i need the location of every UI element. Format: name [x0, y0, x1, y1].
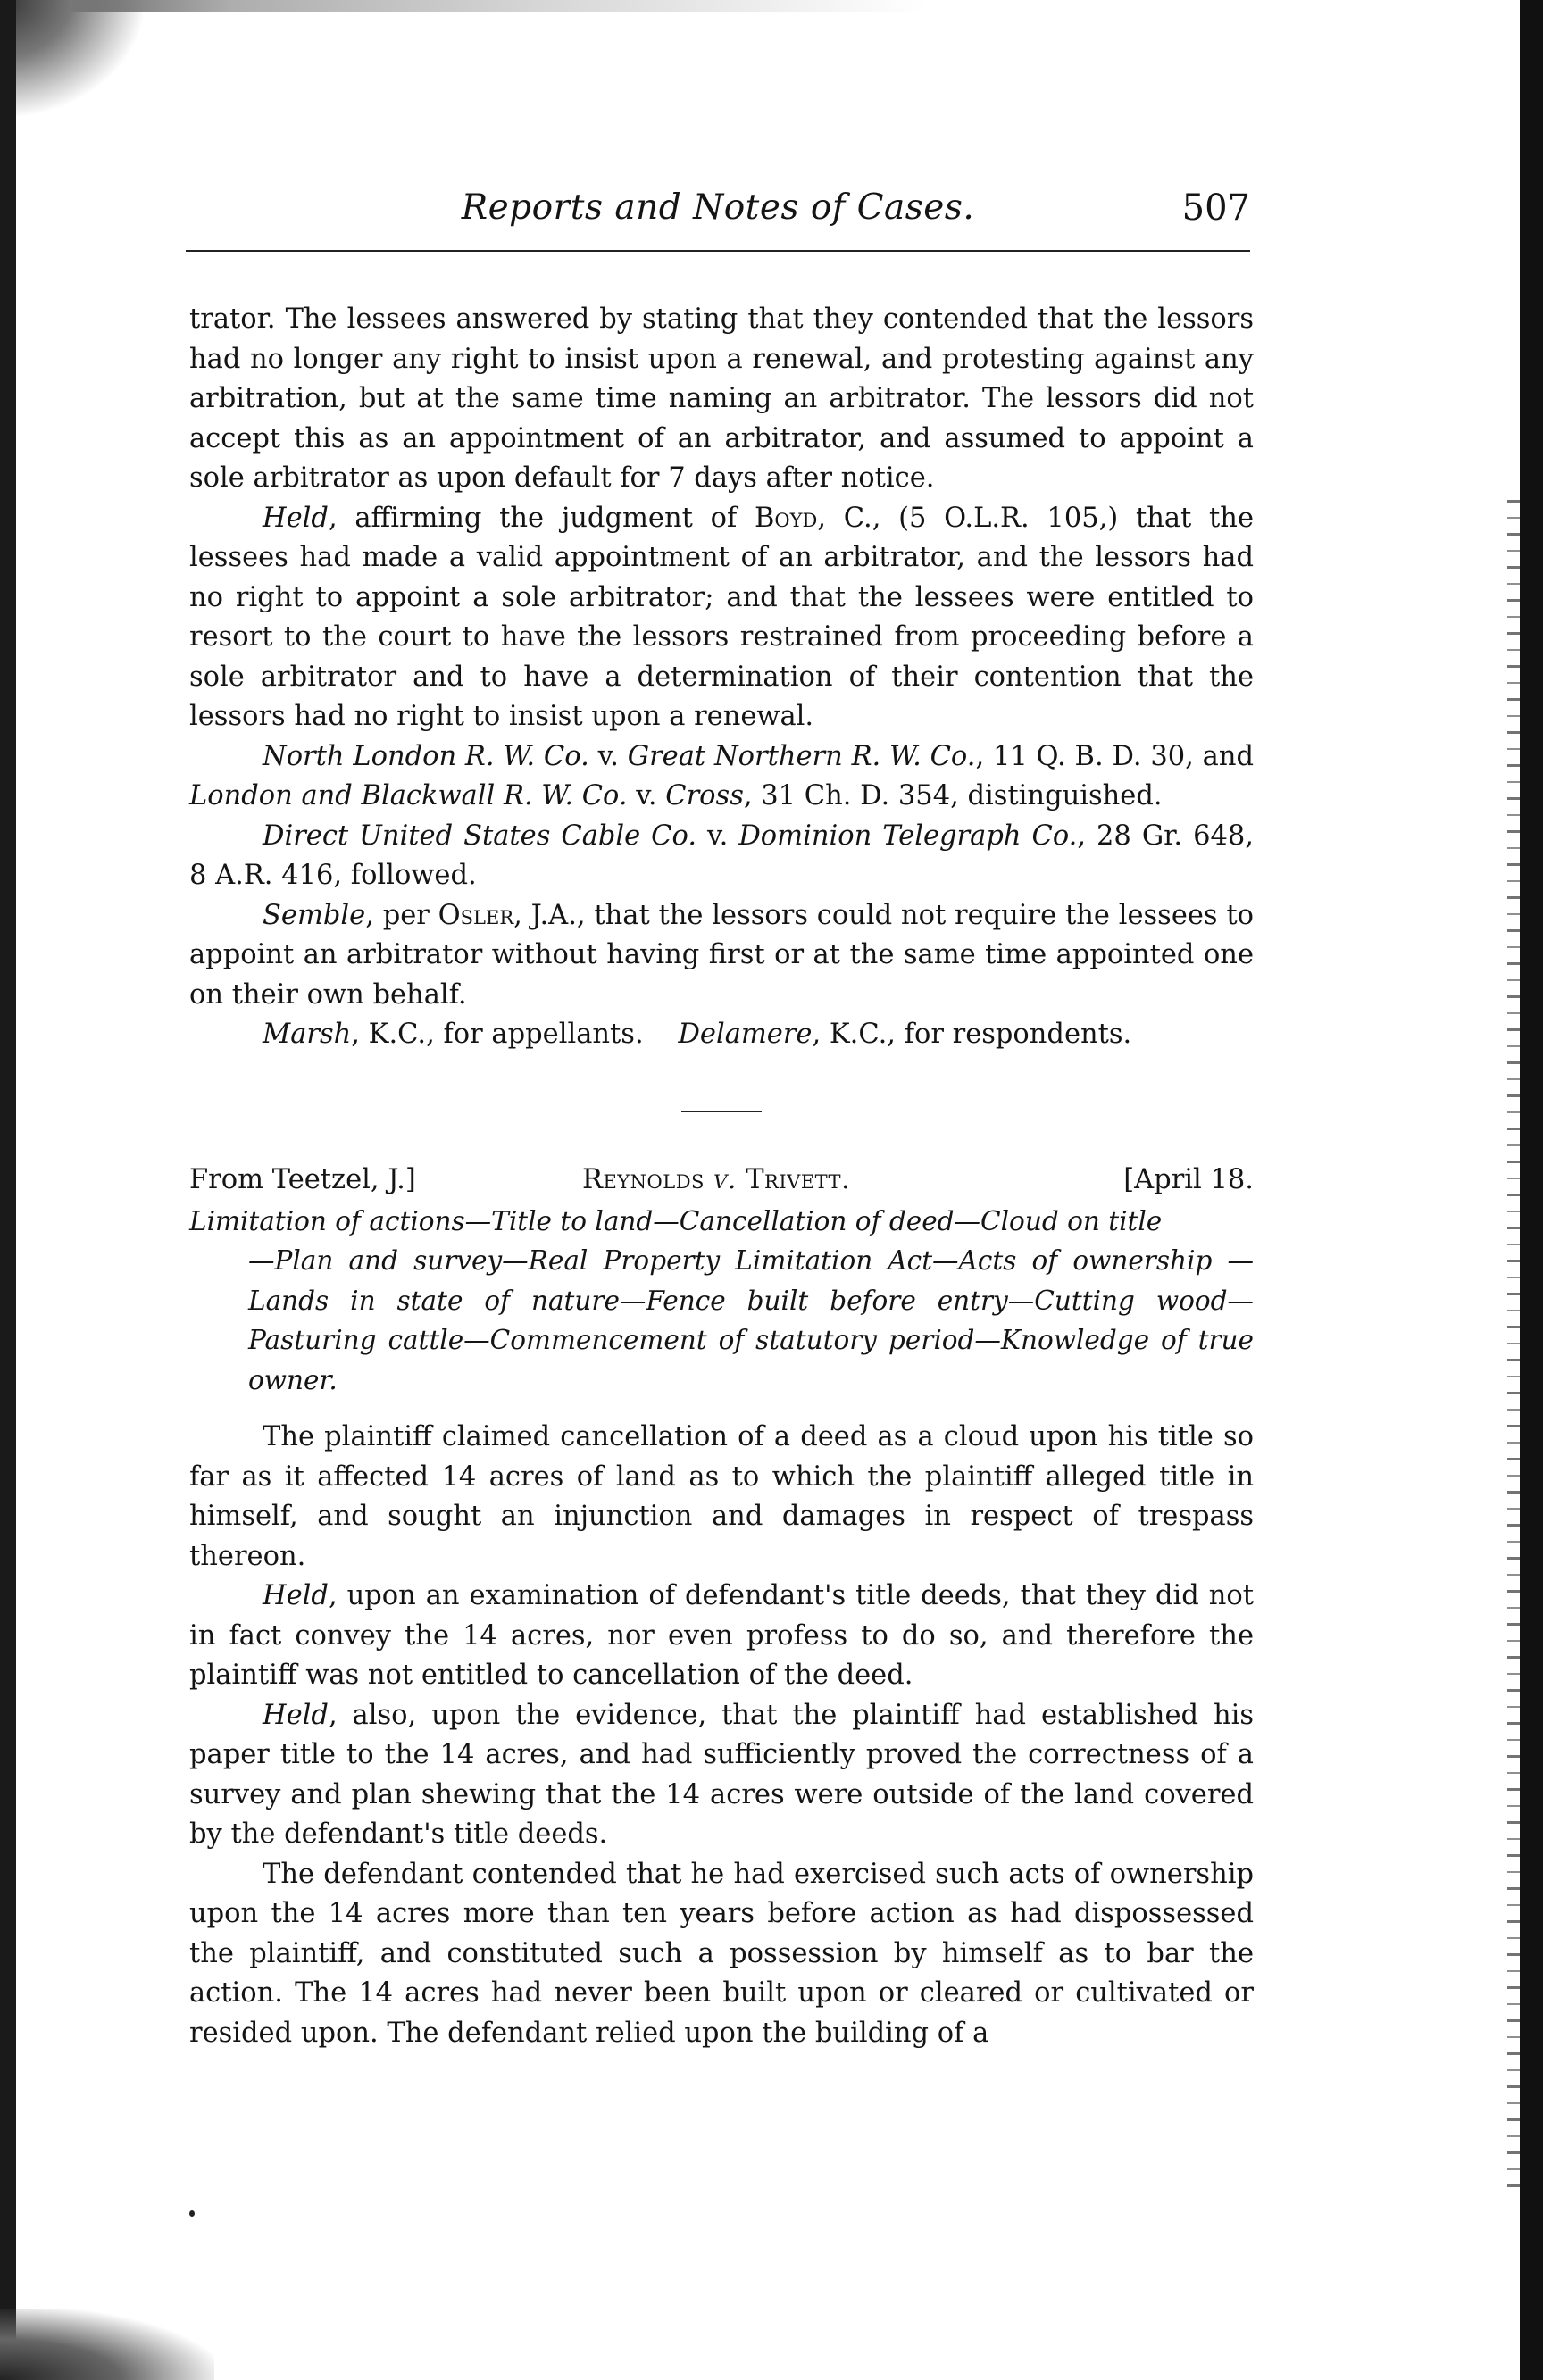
scan-edge-left: [0, 0, 16, 2380]
case-date: [April 18.: [1123, 1163, 1254, 1195]
scan-corner-shadow: [0, 0, 143, 116]
scan-edge-right: [1520, 0, 1543, 2380]
judge-name: Boyd: [754, 502, 818, 534]
running-title: Reports and Notes of Cases.: [461, 187, 975, 228]
case-citation: London and Blackwall R. W. Co.: [189, 780, 628, 811]
judge-name: Osler: [438, 899, 514, 931]
section-divider: [681, 1111, 762, 1112]
paragraph-counsel: Marsh, K.C., for appellants. Delamere, K.C., for respondents.: [263, 1019, 1132, 1050]
case-heading: [189, 1161, 1254, 1202]
case-from: From Teetzel, J.]: [189, 1163, 416, 1195]
paragraph-continuation: trator. The lessees answered by stating that they contended that the lessors had no longer any right to insist upon a renewal, and protesting against any arbitration, but at the same time naming an arbitrator. The lessors did not accept this as an appointment of an arbitrator, and assumed to appoint a sole arbitrator as upon default for 7 days after notice.: [189, 304, 1254, 494]
paragraph-held: Held, also, upon the evidence, that the plaintiff had established his paper title to the 14 acres, and had sufficiently proved the correctness of a survey and plan shewing that the 14 acres were outside of the land covered by the defendant's title deeds.: [189, 1699, 1254, 1850]
semble-label: Semble: [263, 899, 366, 931]
page-header: [186, 187, 1250, 250]
paragraph-facts: The plaintiff claimed cancellation of a deed as a cloud upon his title so far as it affected 14 acres of land as to which the plaintiff alleged title in himself, and sought an injunction and damages in respect of trespass thereon.: [189, 1421, 1254, 1572]
paragraph-held: Held, affirming the judgment of Boyd, C., (5 O.L.R. 105,) that the lessees had made a valid appointment of an arbitrator, and the lessors had no right to appoint a sole arbitrator; and that the lessees were entitled to resort to the court to have the lessors restrained from proceeding before a sole arbitrator and to have a determination of their contention that the lessors had no right to insist upon a renewal.: [189, 502, 1254, 732]
paragraph-distinguished: North London R. W. Co. v. Great Northern R. W. Co., 11 Q. B. D. 30, and London and Blackwall R. W. Co. v. Cross, 31 Ch. D. 354, distinguished.: [189, 740, 1254, 811]
case-citation: Dominion Telegraph Co.: [738, 820, 1078, 852]
counsel-name: Marsh: [263, 1019, 352, 1050]
scan-edge-noise: [1507, 500, 1520, 2196]
page-number: 507: [1181, 187, 1250, 229]
paragraph-defence: The defendant contended that he had exercised such acts of ownership upon the 14 acres more than ten years before action as had dispossessed the plaintiff, and constituted such a possession by himself as to bar the action. The 14 acres had never been built upon or cleared or cultivated or resided upon. The defendant relied upon the building of a: [189, 1858, 1254, 2049]
case-citation: Great Northern R. W. Co.: [627, 740, 976, 772]
page-body: [189, 300, 1254, 2053]
case-title: Reynolds v. Trivett.: [582, 1163, 851, 1195]
paragraph-followed: Direct United States Cable Co. v. Dominion Telegraph Co., 28 Gr. 648, 8 A.R. 416, followed.: [189, 820, 1254, 891]
case-citation: Direct United States Cable Co.: [263, 820, 697, 852]
held-label: Held: [263, 1580, 329, 1611]
case-citation: Cross: [665, 780, 744, 811]
held-label: Held: [263, 502, 329, 534]
paragraph-semble: Semble, per Osler, J.A., that the lessors could not require the lessees to appoint an arbitrator without having first or at the same time appointed one on their own behalf.: [189, 899, 1254, 1011]
held-label: Held: [263, 1699, 329, 1731]
paragraph-held: Held, upon an examination of defendant's title deeds, that they did not in fact convey the 14 acres, nor even profess to do so, and therefore the plaintiff was not entitled to cancellation of the deed.: [189, 1580, 1254, 1691]
case-citation: North London R. W. Co.: [263, 740, 589, 772]
scan-corner-shadow-bottom: [0, 2309, 214, 2380]
catchwords: Limitation of actions—Title to land—Cancellation of deed—Cloud on title —Plan and survey—Real Property Limitation Act—Acts of ownership —Lands in state of nature—Fence built before entry—Cutting wood—Pasturing cattle—Commencement of statutory period—Knowledge of true owner.: [189, 1205, 1254, 1395]
header-rule: [186, 250, 1250, 252]
counsel-name: Delamere: [678, 1019, 813, 1050]
scan-edge-top: [0, 0, 1543, 12]
scan-speck: [189, 2210, 195, 2217]
